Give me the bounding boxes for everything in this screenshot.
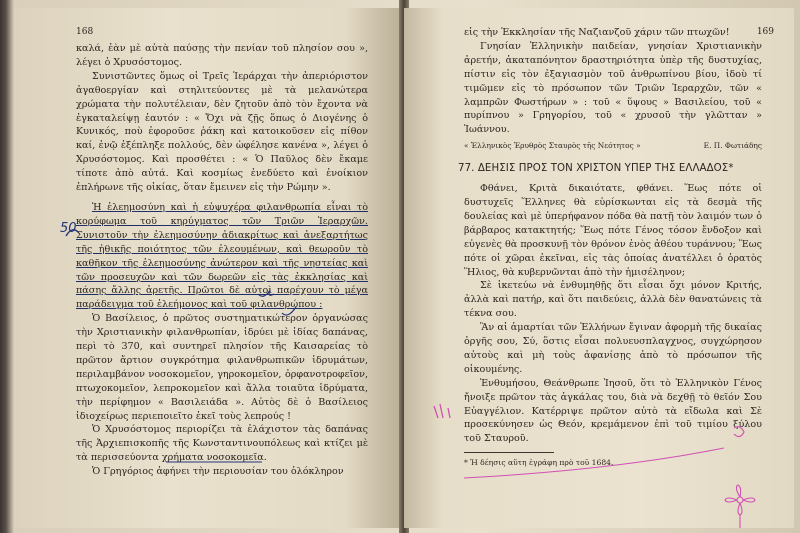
left-paragraph-4: Ὁ Βασίλειος, ὁ πρῶτος συστηματικώτερον ὀργανώσας τὴν Χριστιανικὴν φιλανθρωπίαν, ἱδρύει μὲ ἰδίας δαπάνας, περὶ τὸ 370, καὶ συντηρεῖ πλησίον τῆς Καισαρείας τὸ πρῶτον ἄρτιον συγκρότημα φιλανθρωπικῶν ἱδρυμάτων, περιλαμβάνον νοσοκομεῖον, γηροκομεῖον, ὀρφανοτροφεῖον, πτωχοκομεῖον, λεπροκομεῖον καὶ ἄλλα τοιαῦτα ἱδρύματα, τὴν περίφημον « Βασιλειάδα ». Αὐτὸς δὲ ὁ Βασίλειος ἰδιοχείρως περιεποιεῖτο ἐκεῖ τοὺς λεπρούς ! xyxy=(76,313,368,422)
section-heading: 77. ΔΕΗΣΙΣ ΠΡΟΣ ΤΟΝ ΧΡΙΣΤΟΝ ΥΠΕΡ ΤΗΣ ΕΛΛΑΔΟΣ* xyxy=(458,163,734,175)
source-author: Ε. Π. Φωτιάδης xyxy=(703,141,762,151)
margin-handwritten-number: 50 xyxy=(60,221,77,236)
prayer-paragraph-4: Ἐνθυμήσου, Θεάνθρωπε Ἰησοῦ, ὅτι τὸ Ἑλληνικὸν Γένος ἤνοιξε πρῶτον τὰς ἀγκάλας του, διὰ νὰ δεχθῇ τὸ θεῖόν Σου Εὐαγγέλιον. Κατέρριψε πρῶτον αὐτὸ τὰ εἴδωλα καὶ Σὲ προσεκύνησεν ὡς Θεόν, κρεμάμενον ἐπὶ τοῦ τιμίου ξύλου τοῦ Σταυροῦ. xyxy=(464,377,762,445)
right-paragraph-1: εἰς τὴν Ἐκκλησίαν τῆς Ναζιανζοῦ χάριν τῶν πτωχῶν! xyxy=(464,27,730,38)
prayer-paragraph-2: Σὲ ἱκετεύω νὰ ἐνθυμηθῇς ὅτι εἶσαι ὄχι μόνον Κριτής, ἀλλὰ καὶ πατήρ, καὶ ὅτι παιδεύεις, ἀλλὰ δὲν θανατώνεις τὰ τέκνα σου. xyxy=(464,280,762,320)
left-paragraph-6: Ὁ Γρηγόριος ἀφήνει τὴν περιουσίαν του ὁλόκληρον xyxy=(92,466,344,478)
source-attribution xyxy=(464,139,762,153)
right-paragraph-2: Γνησίαν Ἑλληνικὴν παιδείαν, γνησίαν Χριστιανικὴν ἀρετήν, ἀκαταπόνητον δραστηριότητα ὑπὲρ τῆς δυστυχίας, πίστιν εἰς τὸν ἐξαγιασμὸν τοῦ ἀνθρωπίνου βίου, ἰδοὺ τί τιμῶμεν εἰς τὸ πρόσωπον τῶν Τριῶν Ἱεραρχῶν, τῶν « λαμπρῶν Φωστήρων » : τοῦ « ὕψους » Βασιλείου, τοῦ « πυρίπνου » Γρηγορίου, τοῦ « χρυσοῦ τὴν γλῶτταν » Ἰωάννου. xyxy=(464,40,762,136)
left-paragraph-3: Ἡ ἐλεημοσύνη καὶ ἡ εὐψυχέρα φιλανθρωπία εἶναι τὸ κορύφωμα τοῦ κηρύγματος τῶν Τριῶν Ἱεραρχῶν. Συνιστοῦν τὴν ἐλεημοσύνην ἀδιακρίτως καὶ ἀνεξαρτήτως τῆς ἠθικῆς ποιότητος τῶν ἐλεουμένων, καὶ θεωροῦν τὸ καθῆκον τῆς ἐλεημοσύνης ἀνώτερον καὶ τῆς νηστείας καὶ τῶν προσευχῶν καὶ τῶν δωρεῶν εἰς τὰς ἐκκλησίας καὶ πάσης ἄλλης ἀρετῆς. Πρῶτοι δὲ αὐτοὶ παρέχουν τὸ μέγα παράδειγμα τοῦ ἐλεήμονος καὶ τοῦ φιλανθρώπου : xyxy=(76,201,368,311)
left-paragraph-5: Ὁ Χρυσόστομος περιορίζει τὰ ἐλάχιστον τὰς δαπάνας τῆς Ἀρχιεπισκοπῆς τῆς Κωνσταντινουπόλεως καὶ κτίζει μὲ τὰ περισσεύοντα χρήματα νοσοκομεῖα. xyxy=(76,424,368,464)
page-number-right: 169 xyxy=(756,27,774,37)
left-paragraph-1: καλά, ἐὰν μὲ αὐτὰ παύσῃς τὴν πενίαν τοῦ πλησίον σου », λέγει ὁ Χρυσόστομος. xyxy=(76,43,368,68)
right-text-column xyxy=(458,26,762,470)
footnote: * Ἡ δέησις αὕτη ἐγράφη πρὸ τοῦ 1684. xyxy=(464,458,614,468)
left-page xyxy=(14,8,402,528)
prayer-paragraph-3: Ἂν αἱ ἁμαρτίαι τῶν Ἑλλήνων ἔγιναν ἀφορμὴ τῆς δικαίας ὀργῆς σου, Σύ, ὅστις εἶσαι πολυευσπλαγχνος, συγχώρησον αὐτοὺς καὶ μὴ τοὺς ἀφανίσῃς ἀπὸ τὸ πρόσωπον τῆς οἰκουμένης. xyxy=(464,322,762,375)
page-number-left: 168 xyxy=(76,27,94,37)
footnote-divider xyxy=(464,452,554,453)
prayer-paragraph-1: Φθάνει, Κριτὰ δικαιότατε, φθάνει. Ἕως πότε οἱ δυστυχεῖς Ἕλληνες θὰ εὑρίσκωνται εἰς τὰ δεσμὰ τῆς δουλείας καὶ μὲ ὑπερήφανον πόδα θὰ πατῇ τὸν λαιμόν των ὁ βάρβαρος κατακτητής; Ἕως πότε Γένος τόσον ἔνδοξον καὶ εὐγενὲς θὰ προσκυνῇ τὸν θρόνον ἑνὸς ἀθέου τυράννου; Ἕως πότε οἱ χῶραι ἐκεῖναι, εἰς τὰς ὁποίας ἀνατέλλει ὁ ὁρατὸς Ἥλιος, θὰ κυβερνῶνται ἀπὸ τὴν ἡμισέληνον; xyxy=(464,183,762,278)
source-organization: « Ἑλληνικὸς Ἐρυθρὸς Σταυρὸς τῆς Νεότητος » xyxy=(464,141,641,151)
left-text-column xyxy=(76,42,368,479)
left-paragraph-2: Συνιστῶντες ὅμως οἱ Τρεῖς Ἱεράρχαι τὴν ἀπεριόριστον ἀγαθοεργίαν καὶ στηλιτεύοντες μὲ τὰ μελανώτερα χρώματα τὴν πολυτέλειαν, δὲν ζητοῦν ἀπὸ τὸν ἔχοντα νὰ ἐγκαταλείψῃ ἑαυτόν : « Ὄχι νὰ ζῇς ὅπως ὁ Διογένης ὁ Κυνικός, ποὺ ἐφοροῦσε ῥάκη καὶ κατοικοῦσεν εἰς πίθον καί, ἐνῷ ἐξέπληξε πολλούς, δὲν ὠφέλησε κανένα », λέγει ὁ Χρυσόστομος. Καὶ προσθέτει : « Ὁ Παῦλος δὲν ἔκαμε τίποτε ἀπὸ αὐτά. Καὶ κοσμίως ἐνεδύετο καὶ ἐνοίκιον ἐπλήρωνε τῆς οἰκίας, ὅταν ἔμεινεν εἰς τὴν Ρώμην ». xyxy=(76,70,368,194)
right-page xyxy=(404,8,794,528)
